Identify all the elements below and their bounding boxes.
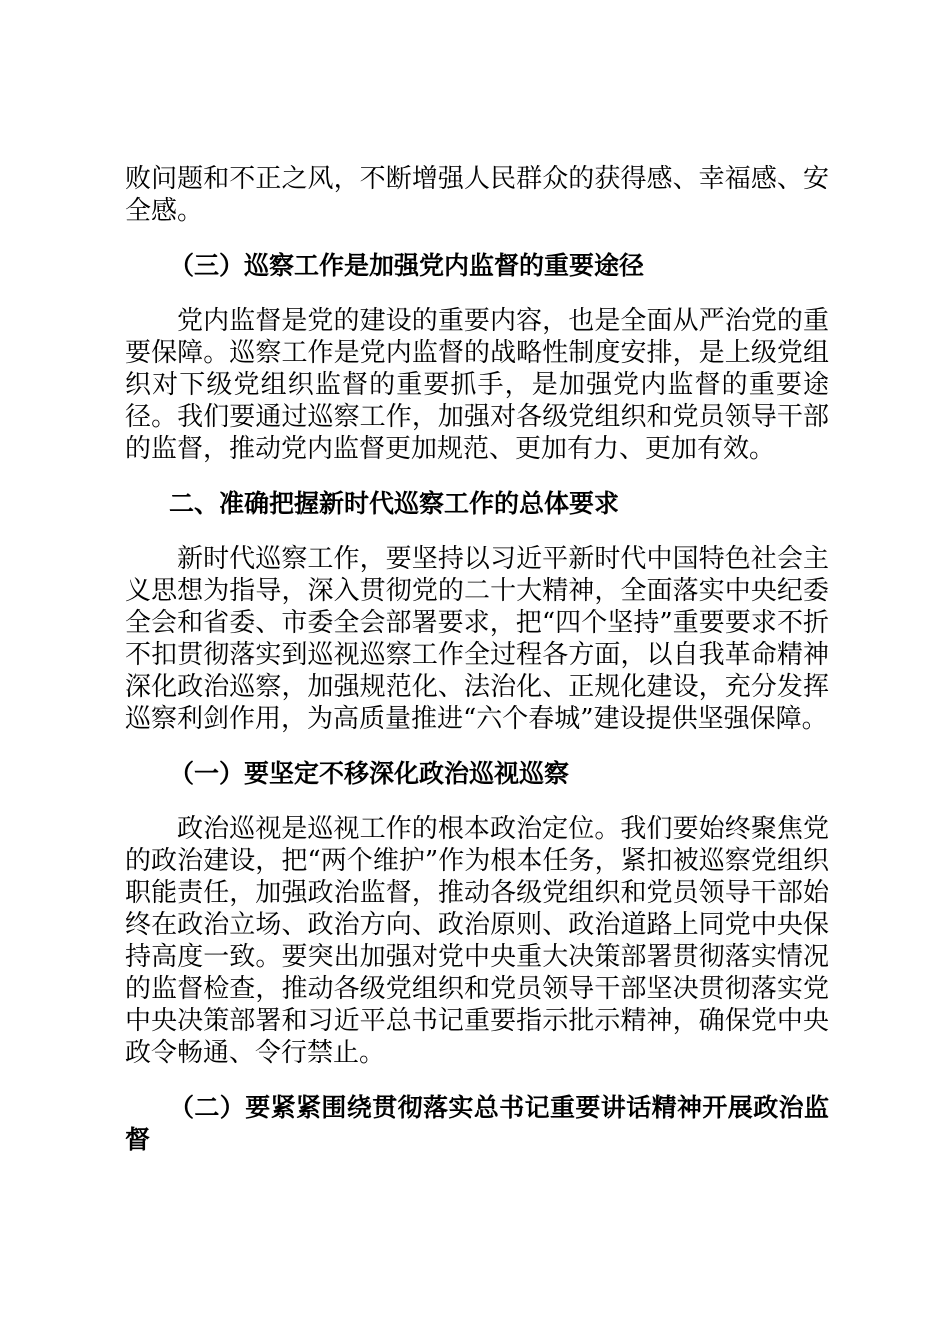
chapter-heading-2: 二、准确把握新时代巡察工作的总体要求 (169, 489, 620, 518)
paragraph-continuation: 败问题和不正之风，不断增强人民群众的获得感、幸福感、安全感。 (125, 164, 829, 226)
section-heading-3: （三）巡察工作是加强党内监督的重要途径 (169, 251, 645, 280)
document-body (125, 163, 829, 1179)
paragraph-inner-party-supervision: 党内监督是党的建设的重要内容，也是全面从严治党的重要保障。巡察工作是党内监督的战略性制度安排，是上级党组织对下级党组织监督的重要抓手，是加强党内监督的重要途径。我们要通过巡察工作，加强对各级党组织和党员领导干部的监督，推动党内监督更加规范、更加有力、更加有效。 (125, 306, 829, 464)
section-heading-1: （一）要坚定不移深化政治巡视巡察 (169, 759, 570, 788)
paragraph-political-inspection: 政治巡视是巡视工作的根本政治定位。我们要始终聚焦党的政治建设，把“两个维护”作为根本任务，紧扣被巡察党组织职能责任，加强政治监督，推动各级党组织和党员领导干部始终在政治立场、政治方向、政治原则、政治道路上同党中央保持高度一致。要突出加强对党中央重大决策部署贯彻落实情况的监督检查，推动各级党组织和党员领导干部坚决贯彻落实党中央决策部署和习近平总书记重要指示批示精神，确保党中央政令畅通、令行禁止。 (125, 814, 829, 1068)
paragraph-overall-requirements: 新时代巡察工作，要坚持以习近平新时代中国特色社会主义思想为指导，深入贯彻党的二十大精神，全面落实中央纪委全会和省委、市委全会部署要求，把“四个坚持”重要要求不折不扣贯彻落实到巡视巡察工作全过程各方面，以自我革命精神深化政治巡察，加强规范化、法治化、正规化建设，充分发挥巡察利剑作用，为高质量推进“六个春城”建设提供坚强保障。 (125, 544, 829, 734)
section-heading-2: （二）要紧紧围绕贯彻落实总书记重要讲话精神开展政治监督 (125, 1093, 829, 1154)
